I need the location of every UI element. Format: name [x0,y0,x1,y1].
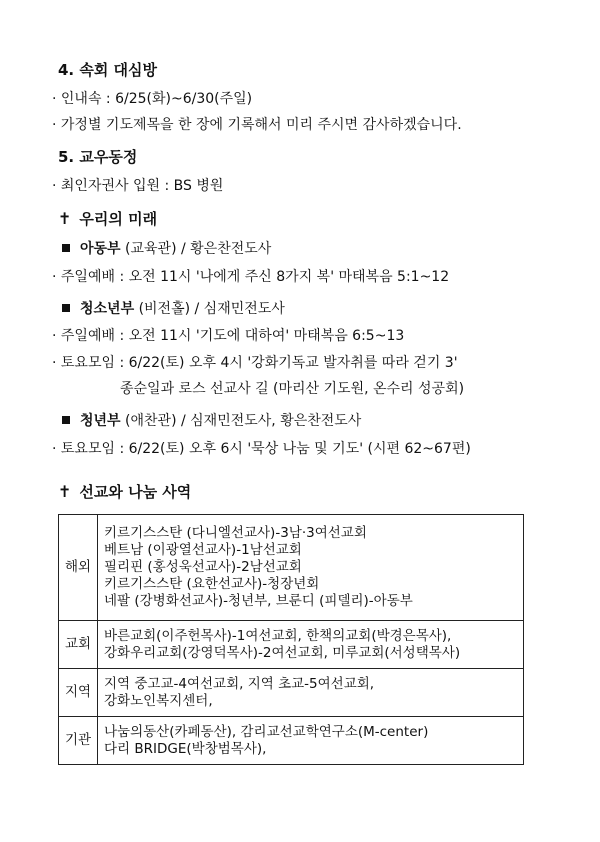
visit-schedule: · 인내속 : 6/25(화)~6/30(주일) [52,91,253,107]
square-bullet-icon [62,244,70,252]
future-title: 우리의 미래 [79,210,158,228]
list-item: 네팔 (강병화선교사)-청년부, 브룬디 (피델리)-아동부 [104,593,413,609]
children-dept-info: (교육관) / 황은찬전도사 [125,241,272,257]
youth-dept-name: 청소년부 [80,301,135,317]
list-item: 지역 중고교-4여선교회, 지역 초교-5여선교회, [104,675,375,692]
section-5-title: 5. 교우동정 [58,148,138,166]
table-row [59,621,524,669]
member-news: · 최인자권사 입원 : BS 병원 [52,178,224,194]
list-item: 베트남 (이광열선교사)-1남선교회 [104,542,302,558]
prayer-request-note: · 가정별 기도제목을 한 장에 기록해서 미리 주시면 감사하겠습니다. [52,117,462,133]
category-local: 지역 [59,669,98,717]
list-item: 강화우리교회(강영덕목사)-2여선교회, 미루교회(서성택목사) [104,644,461,661]
young-adult-dept-name: 청년부 [80,413,121,429]
list-item: 키르기스스탄 (다니엘선교사)-3남·3여선교회 [104,525,367,541]
square-bullet-icon [62,304,70,312]
table-row [59,515,524,621]
local-content [98,669,524,717]
mission-title: 선교와 나눔 사역 [79,483,192,501]
list-item: 다리 BRIDGE(박창범목사), [104,740,267,757]
list-item: 키르기스스탄 (요한선교사)-청장년회 [104,576,320,592]
youth-dept-info: (비전홀) / 심재민전도사 [138,301,285,317]
cross-icon: ✝ [58,482,72,501]
list-item: 나눔의동산(카페동산), 감리교선교학연구소(M-center) [104,723,429,740]
list-item: 바른교회(이주헌목사)-1여선교회, 한책의교회(박경은목사), [104,627,452,644]
young-adult-dept-header [58,412,361,430]
children-dept-name: 아동부 [80,241,121,257]
children-worship: · 주일예배 : 오전 11시 '나에게 주신 8가지 복' 마태복음 5:1~12 [52,269,450,285]
youth-saturday: · 토요모임 : 6/22(토) 오후 4시 '강화기독교 발자취를 따라 걷기 3' [52,355,458,371]
young-adult-dept-info: (애찬관) / 심재민전도사, 황은찬전도사 [125,413,362,429]
section-4-title: 4. 속회 대심방 [58,61,158,79]
youth-worship: · 주일예배 : 오전 11시 '기도에 대하여' 마태복음 6:5~13 [52,328,405,344]
cross-icon: ✝ [58,209,72,228]
church-content [98,621,524,669]
category-overseas: 해외 [59,515,98,621]
category-institution: 기관 [59,717,98,765]
mission-table [58,514,524,765]
list-item: 강화노인복지센터, [104,692,213,709]
children-dept-header [58,240,271,258]
square-bullet-icon [62,416,70,424]
overseas-content [98,515,524,621]
young-adult-saturday: · 토요모임 : 6/22(토) 오후 6시 '묵상 나눔 및 기도' (시편 62~67편) [52,441,471,457]
category-church: 교회 [59,621,98,669]
institution-content [98,717,524,765]
mission-heading [58,483,191,501]
youth-saturday-detail: 종순일과 로스 선교사 길 (마리산 기도원, 온수리 성공회) [120,381,465,397]
list-item: 필리핀 (홍성욱선교사)-2남선교회 [104,559,302,575]
future-heading [58,210,157,228]
youth-dept-header [58,300,285,318]
table-row [59,669,524,717]
table-row [59,717,524,765]
